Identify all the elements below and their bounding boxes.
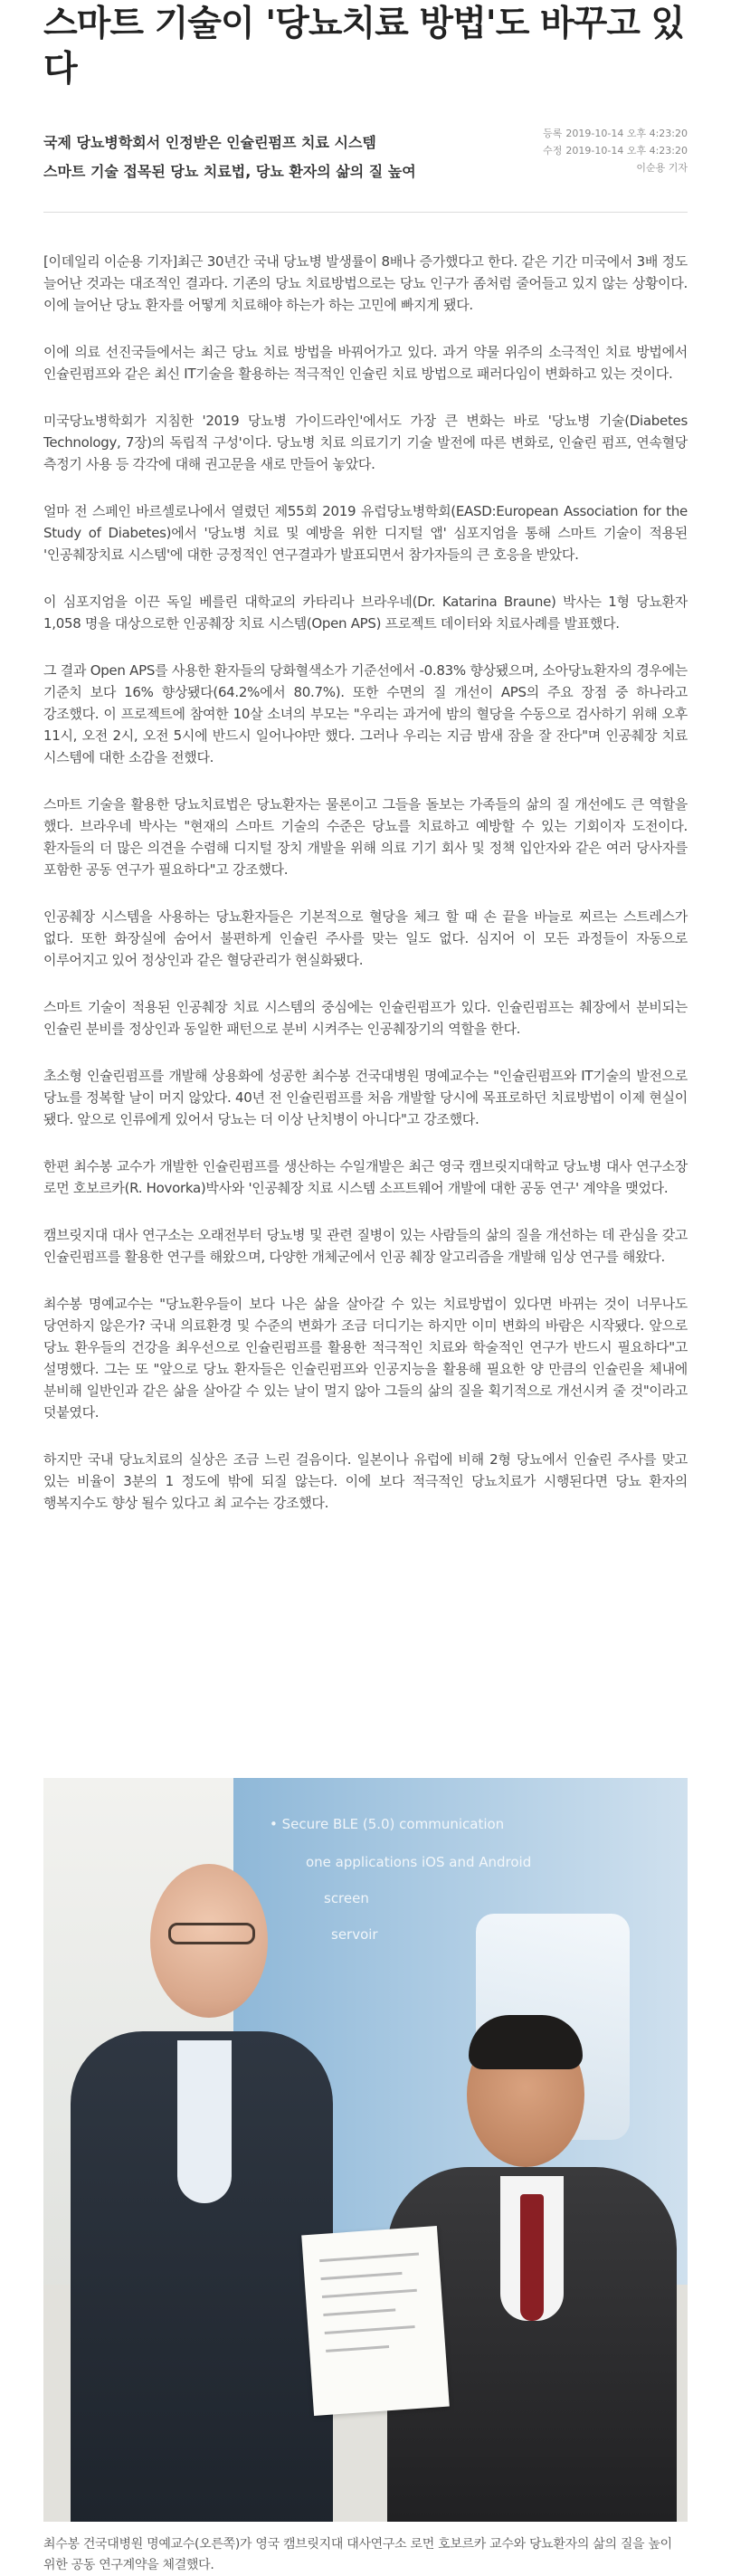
- subtitle-block: [43, 128, 532, 186]
- right-person-tie: [520, 2194, 544, 2321]
- right-person-hair: [469, 2015, 583, 2069]
- article-body: [43, 251, 688, 1514]
- registered-date: [543, 125, 688, 142]
- body-paragraph-7: 스마트 기술을 활용한 당뇨치료법은 당뇨환자는 물론이고 그들을 돌보는 가족들의 삶의 질 개선에도 큰 역할을 했다. 브라우네 박사는 "현재의 스마트 기술의 수준은 당뇨를 치료하고 예방할 수 있는 기회이자 도전이다. 환자들의 더 많은 의견을 수렴해 디지털 장치 개발을 위해 의료 기기 회사 및 정책 입안자와 같은 여러 당사자를 포함한 공동 연구가 필요하다"고 강조했다.: [43, 796, 688, 878]
- body-paragraph-9: 스마트 기술이 적용된 인공췌장 치료 시스템의 중심에는 인슐린펌프가 있다. 인슐린펌프는 췌장에서 분비되는 인슐린 분비를 정상인과 동일한 패턴으로 분비 시켜주는 인공췌장기의 역할을 한다.: [43, 999, 688, 1037]
- banner-text-1: • Secure BLE (5.0) communication: [270, 1816, 505, 1832]
- body-paragraph-4: 얼마 전 스페인 바르셀로나에서 열렸던 제55회 2019 유럽당뇨병학회(EASD:European Association for the Study of Diabetes)에서 '당뇨병 치료 및 예방을 위한 디지털 앱' 심포지엄을 통해 스마트 기술이 적용된 '인공췌장치료 시스템'에 대한 긍정적인 연구결과가 발표되면서 참가자들의 큰 호응을 받았다.: [43, 503, 688, 563]
- body-paragraph-6: 그 결과 Open APS를 사용한 환자들의 당화혈색소가 기준선에서 -0.83% 향상됐으며, 소아당뇨환자의 경우에는 기준치 보다 16% 향상됐다(64.2%에서 80.7%). 또한 수면의 질 개선이 APS의 주요 장점 중 하나라고 강조했다. 이 프로젝트에 참여한 10살 소녀의 부모는 "우리는 과거에 밤의 혈당을 수동으로 검사하기 위해 오후 11시, 오전 2시, 오전 5시에 반드시 일어나야만 했다. 그러나 우리는 지금 밤새 잠을 잘 잔다"며 인공췌장 치료 시스템에 대한 소감을 전했다.: [43, 662, 688, 765]
- photo-caption: 최수봉 건국대병원 명예교수(오른쪽)가 영국 캠브릿지대 대사연구소 로먼 호보르카 교수와 당뇨환자의 삶의 질을 높이 위한 공동 연구계약을 체결했다.: [43, 2537, 672, 2572]
- author-byline: 이순용 기자: [636, 162, 688, 174]
- modified-date: [543, 142, 688, 159]
- body-paragraph-13: 최수봉 명예교수는 "당뇨환우들이 보다 나은 삶을 살아갈 수 있는 치료방법이 있다면 바뀌는 것이 너무나도 당연하지 않은가? 국내 의료환경 및 수준의 변화가 조금 더디기는 하지만 이미 변화의 바람은 시작됐다. 앞으로 당뇨 환우들의 건강을 최우선으로 인슐린펌프를 활용한 적극적인 치료와 학술적인 연구가 반드시 필요하다"고 설명했다. 그는 또 "앞으로 당뇨 환자들은 인슐린펌프와 인공지능을 활용해 필요한 양 만큼의 인슐린을 체내에 분비해 일반인과 같은 삶을 살아갈 수 있는 날이 멀지 않아 그들의 삶의 질을 획기적으로 개선시켜 줄 것"이라고 덧붙였다.: [43, 1296, 688, 1421]
- body-paragraph-12: 캠브릿지대 대사 연구소는 오래전부터 당뇨병 및 관련 질병이 있는 사람들의 삶의 질을 개선하는 데 관심을 갖고 인슐린펌프를 활용한 연구를 해왔으며, 다양한 개체군에서 인공 췌장 알고리즘을 개발해 임상 연구를 해왔다.: [43, 1227, 688, 1265]
- contract-document: [301, 2226, 450, 2416]
- registered-value: 2019-10-14 오후 4:23:20: [565, 128, 688, 139]
- subtitle-line-2: 스마트 기술 접목된 당뇨 치료법, 당뇨 환자의 삶의 질 높여: [43, 163, 416, 180]
- left-person-glasses: [168, 1923, 255, 1944]
- article-figure: [43, 1778, 688, 2576]
- article-photo: [43, 1778, 688, 2522]
- body-paragraph-8: 인공췌장 시스템을 사용하는 당뇨환자들은 기본적으로 혈당을 체크 할 때 손 끝을 바늘로 찌르는 스트레스가 없다. 또한 화장실에 숨어서 불편하게 인슐린 주사를 맞는 일도 없다. 심지어 이 모든 과정들이 자동으로 이루어지고 있어 정상인과 같은 혈당관리가 현실화됐다.: [43, 908, 688, 968]
- article-meta: [43, 125, 688, 212]
- body-paragraph-2: 이에 의료 선진국들에서는 최근 당뇨 치료 방법을 바꿔어가고 있다. 과거 약물 위주의 소극적인 치료 방법에서 인슐린펌프와 같은 최신 IT기술을 활용하는 적극적인 인슐린 치료 방법으로 패러다임이 변화하고 있는 것이다.: [43, 344, 688, 382]
- body-paragraph-1: [이데일리 이순용 기자]최근 30년간 국내 당뇨병 발생률이 8배나 증가했다고 한다. 같은 기간 미국에서 3배 정도 늘어난 것과는 대조적인 결과다. 기존의 당뇨 치료방법으로는 당뇨 인구가 좀처럼 줄어들고 있지 않는 상황이다. 이에 늘어난 당뇨 환자를 어떻게 치료해야 하는가 하는 고민에 빠지게 됐다.: [43, 253, 688, 313]
- body-paragraph-3: 미국당뇨병학회가 지침한 '2019 당뇨병 가이드라인'에서도 가장 큰 변화는 바로 '당뇨병 기술(Diabetes Technology, 7장)의 독립적 구성'이다. 당뇨병 치료 의료기기 기술 발전에 따른 변화로, 인슐린 펌프, 연속혈당 측정기 사용 등 각각에 대해 권고문을 새로 만들어 놓았다.: [43, 413, 688, 472]
- header-divider: [43, 212, 688, 213]
- banner-text-2: one applications iOS and Android: [306, 1854, 532, 1870]
- modified-value: 2019-10-14 오후 4:23:20: [565, 145, 688, 157]
- body-paragraph-10: 초소형 인슐린펌프를 개발해 상용화에 성공한 최수봉 건국대병원 명예교수는 "인슐린펌프와 IT기술의 발전으로 당뇨를 정복할 날이 머지 않았다. 40년 전 인슐린펌프를 처음 개발할 당시에 목표로하던 치료방법이 이제 현실이 됐다. 앞으로 인류에게 있어서 당뇨는 더 이상 난치병이 아니다"고 강조했다.: [43, 1068, 688, 1127]
- left-person-shirt: [177, 2040, 232, 2203]
- body-paragraph-11: 한편 최수봉 교수가 개발한 인슐린펌프를 생산하는 수일개발은 최근 영국 캠브릿지대학교 당뇨병 대사 연구소장 로먼 호보르카(R. Hovorka)박사와 '인공췌장 치료 시스템 소프트웨어 개발에 대한 공동 연구' 계약을 맺었다.: [43, 1158, 688, 1196]
- body-paragraph-5: 이 심포지엄을 이끈 독일 베를린 대학교의 카타리나 브라우네(Dr. Katarina Braune) 박사는 1형 당뇨환자 1,058 명을 대상으로한 인공췌장 치료 시스템(Open APS) 프로젝트 데이터와 치료사례를 발표했다.: [43, 594, 688, 632]
- body-paragraph-14: 하지만 국내 당뇨치료의 실상은 조금 느린 걸음이다. 일본이나 유럽에 비해 2형 당뇨에서 인슐린 주사를 맞고 있는 비율이 3분의 1 정도에 밖에 되질 않는다. 이에 보다 적극적인 당뇨치료가 시행된다면 당뇨 환자의 행복지수도 향상 될수 있다고 최 교수는 강조했다.: [43, 1451, 688, 1511]
- article-headline: 스마트 기술이 '당뇨치료 방법'도 바꾸고 있다: [43, 4, 685, 90]
- banner-text-3: screen: [324, 1890, 369, 1906]
- registered-label: 등록: [543, 128, 563, 139]
- subtitle-line-1: 국제 당뇨병학회서 인정받은 인슐린펌프 치료 시스템: [43, 134, 376, 151]
- date-block: [543, 125, 688, 176]
- modified-label: 수정: [543, 145, 563, 157]
- banner-text-4: servoir: [331, 1926, 378, 1943]
